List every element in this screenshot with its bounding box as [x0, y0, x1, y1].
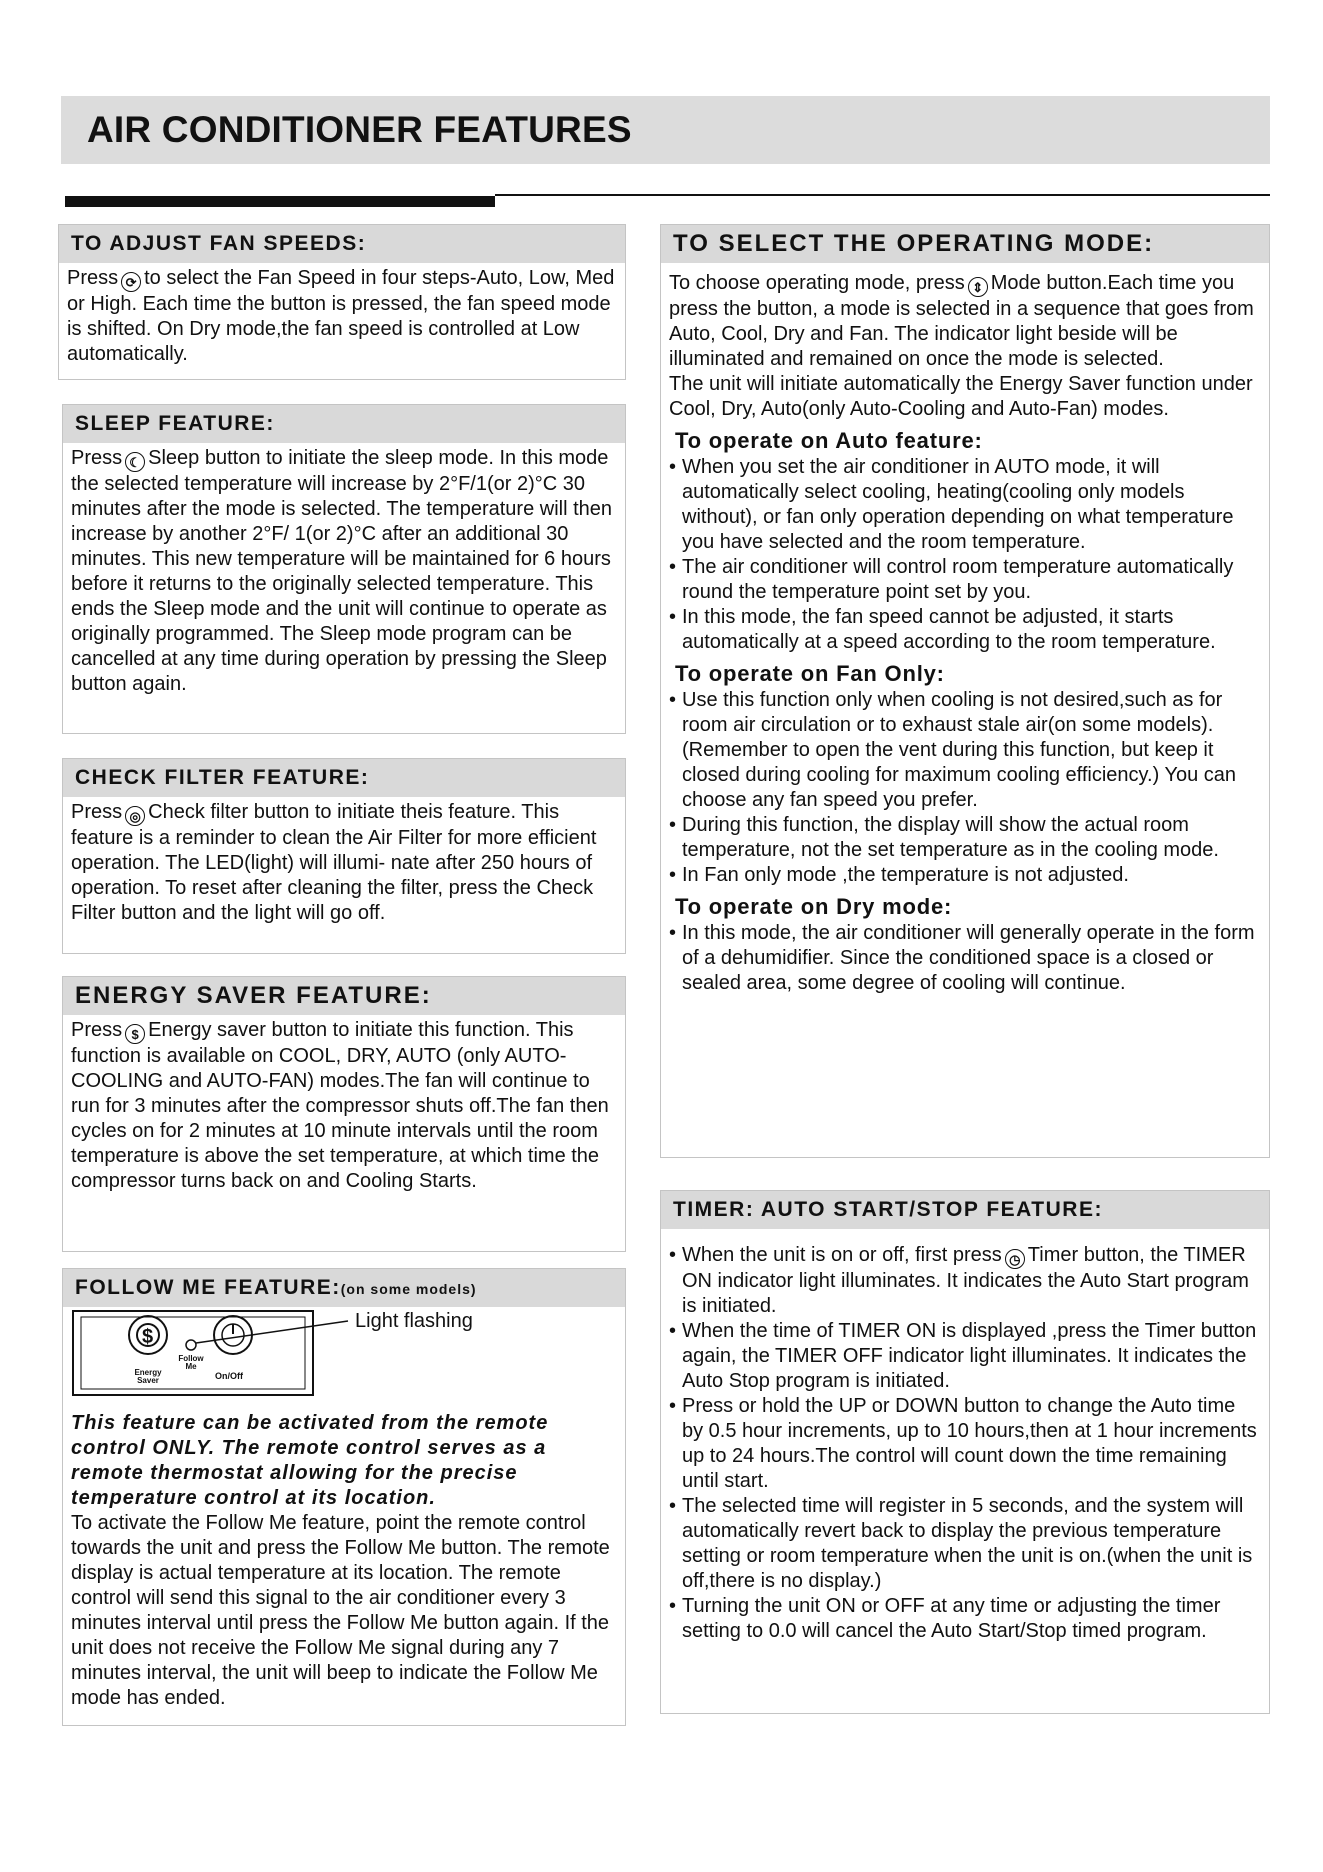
dollar-icon: $	[125, 1024, 145, 1044]
page-title: AIR CONDITIONER FEATURES	[87, 109, 632, 150]
list-item: • Use this function only when cooling is not desired,such as for room air circulation or to exhaust stale air(on some models). (Remember to open the vent during this function, but keep it closed during cooling for maximum cooling efficiency.) You can choose any fan speed you prefer.	[669, 688, 1261, 813]
fan-icon: ⟳	[121, 272, 141, 292]
list-item: • Press or hold the UP or DOWN button to change the Auto time by 0.5 hour increments, up to 10 hours,then at 1 hour increments up to 24 hours.The control will count down the time remaining until start.	[669, 1394, 1261, 1494]
mode-intro: To choose operating mode, press ⇕ Mode button.Each time you press the button, a mode is selected in a sequence that goes from Auto, Cool, Dry and Fan. The indicator light beside will be illuminated and remained on once the mode is selected.	[669, 272, 1254, 370]
fan-only-title: To operate on Fan Only:	[675, 661, 945, 686]
sleep-section	[62, 404, 626, 734]
list-item: • The selected time will register in 5 seconds, and the system will automatically revert back to display the previous temperature setting or room temperature when the unit is on.(when the unit is off,there is no display.)	[669, 1494, 1261, 1594]
list-item: • The air conditioner will control room temperature automatically round the temperature point set by you.	[669, 555, 1261, 605]
follow-section	[62, 1268, 626, 1726]
timer-heading: TIMER: AUTO START/STOP FEATURE:	[661, 1191, 1269, 1229]
list-item: • During this function, the display will show the actual room temperature, not the set temperature as in the cooling mode.	[669, 813, 1261, 863]
list-item: • In this mode, the air conditioner will generally operate in the form of a dehumidifier. Since the conditioned space is a closed or sealed area, some degree of cooling will continue.	[669, 921, 1261, 996]
energy-text: Press $ Energy saver button to initiate this function. This function is available on COOL, DRY, AUTO (only AUTO-COOLING and AUTO-FAN) modes.The fan will continue to run for 3 minutes after the compressor shuts off.The fan then cycles on for 2 minutes at 10 minute intervals until the room temperature is above the set temperature, at which time the compressor turns back on and Cooling Starts.	[71, 1019, 609, 1192]
fan-text: Press ⟳ to select the Fan Speed in four steps-Auto, Low, Med or High. Each time the button is pressed, the fan speed mode is shifted. On Dry mode,the fan speed is controlled at Low automatically.	[67, 267, 615, 365]
sleep-text: Press ☾ Sleep button to initiate the sleep mode. In this mode the selected temperature will increase by 2°F/1(or 2)°C 30 minutes after the mode is selected. The temperature will then increase by another 2°F/ 1(or 2)°C after an additional 30 minutes. This new temperature will be maintained for 6 hours before it returns to the originally selected temperature. This ends the Sleep mode and the unit will continue to operate as originally programmed. The Sleep mode program can be cancelled at any time during operation by pressing the Sleep button again.	[71, 447, 613, 695]
title-rule-thick	[65, 196, 495, 207]
dry-title: To operate on Dry mode:	[675, 894, 953, 919]
fan-section	[58, 224, 626, 380]
follow-led-circle	[186, 1340, 196, 1350]
mode-heading: TO SELECT THE OPERATING MODE:	[661, 225, 1269, 263]
list-item: • When the unit is on or off, first press ◷ Timer button, the TIMER ON indicator light illuminates. It indicates the Auto Start program is initiated.	[669, 1243, 1261, 1319]
mode-section	[660, 224, 1270, 1158]
light-flashing-label: Light flashing	[355, 1310, 473, 1332]
mode-icon: ⇕	[968, 277, 988, 297]
list-item: • When you set the air conditioner in AUTO mode, it will automatically select cooling, heating(cooling only models without), or fan only operation depending on what temperature you have selected and the room temperature.	[669, 455, 1261, 555]
title-bar	[61, 96, 1270, 164]
list-item: • When the time of TIMER ON is displayed ,press the Timer button again, the TIMER OFF indicator light illuminates. It indicates the Auto Stop program is initiated.	[669, 1319, 1261, 1394]
follow-heading: FOLLOW ME FEATURE:(on some models)	[63, 1269, 625, 1307]
follow-me-label: Follow Me	[178, 1354, 204, 1371]
energy-heading: ENERGY SAVER FEATURE:	[63, 977, 625, 1015]
list-item: • In Fan only mode ,the temperature is not adjusted.	[669, 863, 1261, 888]
onoff-label: On/Off	[215, 1371, 243, 1381]
timer-icon: ◷	[1005, 1249, 1025, 1269]
fan-heading: TO ADJUST FAN SPEEDS:	[59, 225, 625, 263]
energy-saver-label: Energy Saver	[134, 1368, 162, 1385]
follow-text: To activate the Follow Me feature, point the remote control towards the unit and press the Follow Me button. The remote display is actual temperature at its location. The remote control will send this signal to the air conditioner every 3 minutes interval until press the Follow Me button again. If the unit does not receive the Follow Me signal during any 7 minutes interval, the unit will beep to indicate the Follow Me mode has ended.	[71, 1512, 610, 1709]
dry-list	[669, 921, 1261, 996]
auto-title: To operate on Auto feature:	[675, 428, 983, 453]
title-rule-thin	[495, 194, 1270, 196]
filter-text: Press ◎ Check filter button to initiate theis feature. This feature is a reminder to clean the Air Filter for more efficient operation. The LED(light) will illumi- nate after 250 hours of operation. To reset after cleaning the filter, press the Check Filter button and the light will go off.	[71, 801, 597, 924]
follow-diagram	[63, 1307, 625, 1411]
follow-italic-note: This feature can be activated from the remote control ONLY. The remote control serves as a remote thermostat allowing for the precise temperature control at its location.	[71, 1412, 549, 1509]
sleep-heading: SLEEP FEATURE:	[63, 405, 625, 443]
timer-list	[669, 1243, 1261, 1644]
filter-heading: CHECK FILTER FEATURE:	[63, 759, 625, 797]
auto-list	[669, 455, 1261, 655]
dollar-icon: $	[142, 1326, 154, 1348]
list-item: • Turning the unit ON or OFF at any time or adjusting the timer setting to 0.0 will cancel the Auto Start/Stop timed program.	[669, 1594, 1261, 1644]
remote-panel-diagram	[63, 1307, 623, 1411]
mode-energy-note: The unit will initiate automatically the Energy Saver function under Cool, Dry, Auto(only Auto-Cooling and Auto-Fan) modes.	[669, 373, 1253, 420]
fan-only-list	[669, 688, 1261, 888]
moon-icon: ☾	[125, 452, 145, 472]
energy-section	[62, 976, 626, 1252]
timer-section	[660, 1190, 1270, 1714]
filter-icon: ◎	[125, 806, 145, 826]
follow-heading-note: (on some models)	[340, 1281, 477, 1297]
list-item: • In this mode, the fan speed cannot be adjusted, it starts automatically at a speed according to the room temperature.	[669, 605, 1261, 655]
filter-section	[62, 758, 626, 954]
